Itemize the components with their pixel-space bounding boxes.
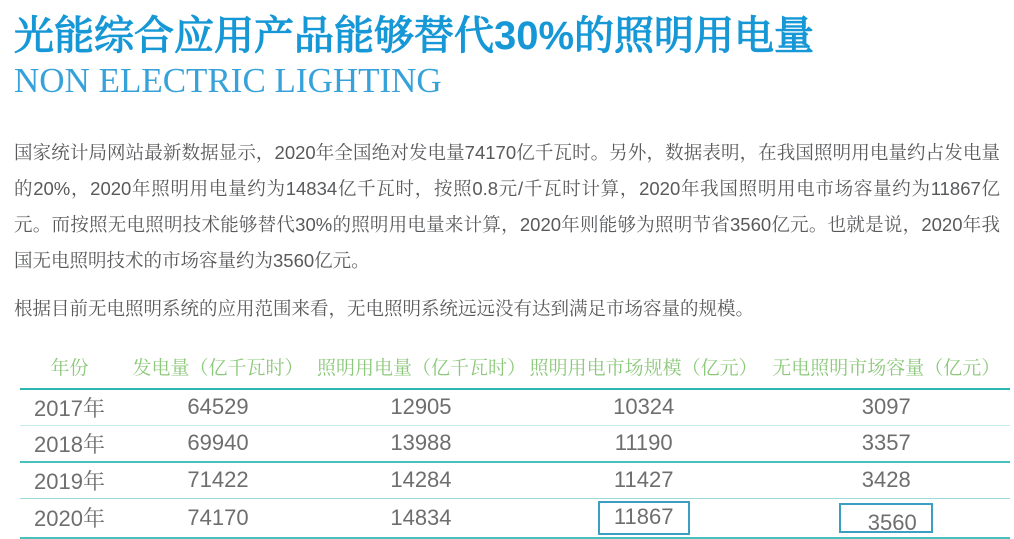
cell-year: 2019年 (20, 462, 119, 499)
highlight-box-market-scale (598, 501, 690, 535)
highlighted-value: 11867 (613, 503, 674, 529)
cell-lighting-market-scale: 10324 (525, 389, 763, 426)
header-year: 年份 (20, 349, 119, 389)
cell-year: 2020年 (20, 498, 119, 538)
cell-generation: 69940 (119, 425, 317, 462)
cell-year: 2017年 (20, 389, 119, 426)
cell-nonelectric-market-capacity: 3097 (762, 389, 1010, 426)
table-header-row (20, 349, 1010, 389)
header-lighting-usage: 照明用电量（亿千瓦时） (317, 349, 525, 389)
cell-nonelectric-market-capacity (762, 498, 1010, 538)
cell-year: 2018年 (20, 425, 119, 462)
cell-nonelectric-market-capacity: 3428 (762, 462, 1010, 499)
table-row-2020 (20, 498, 1010, 538)
electricity-data-table (20, 349, 1010, 539)
highlighted-value: 3560 (867, 509, 917, 535)
cell-lighting-usage: 12905 (317, 389, 525, 426)
highlight-box-capacity (839, 503, 933, 533)
table-row-2019 (20, 462, 1010, 499)
cell-lighting-usage: 14284 (317, 462, 525, 499)
cell-generation: 71422 (119, 462, 317, 499)
header-generation: 发电量（亿千瓦时） (119, 349, 317, 389)
paragraph-market-analysis: 国家统计局网站最新数据显示，2020年全国绝对发电量74170亿千瓦时。另外，数据表明，在我国照明用电量约占发电量的20%，2020年照明用电量约为14834亿千瓦时，按照0.8元/千瓦时计算，2020年我国照明用电市场容量约为11867亿元。而按照无电照明技术能够替代30%的照明用电量来计算，2020年则能够为照明节省3560亿元。也就是说，2020年我国无电照明技术的市场容量约为3560亿元。 (14, 141, 1000, 271)
cell-lighting-usage: 14834 (317, 498, 525, 538)
cell-lighting-market-scale: 11190 (525, 425, 763, 462)
page-title: 光能综合应用产品能够替代30%的照明用电量 (14, 14, 815, 58)
cell-lighting-market-scale: 11427 (525, 462, 763, 499)
cell-lighting-market-scale (525, 498, 763, 538)
header-nonelectric-market-capacity: 无电照明市场容量（亿元） (762, 349, 1010, 389)
cell-nonelectric-market-capacity: 3357 (762, 425, 1010, 462)
paragraph-conclusion: 根据目前无电照明系统的应用范围来看，无电照明系统远远没有达到满足市场容量的规模。 (14, 297, 755, 319)
table-row-2018 (20, 425, 1010, 462)
header-lighting-market-scale: 照明用电市场规模（亿元） (525, 349, 763, 389)
table-row-2017 (20, 389, 1010, 426)
cell-lighting-usage: 13988 (317, 425, 525, 462)
cell-generation: 74170 (119, 498, 317, 538)
cell-generation: 64529 (119, 389, 317, 426)
page-subtitle: NON ELECTRIC LIGHTING (14, 61, 442, 100)
